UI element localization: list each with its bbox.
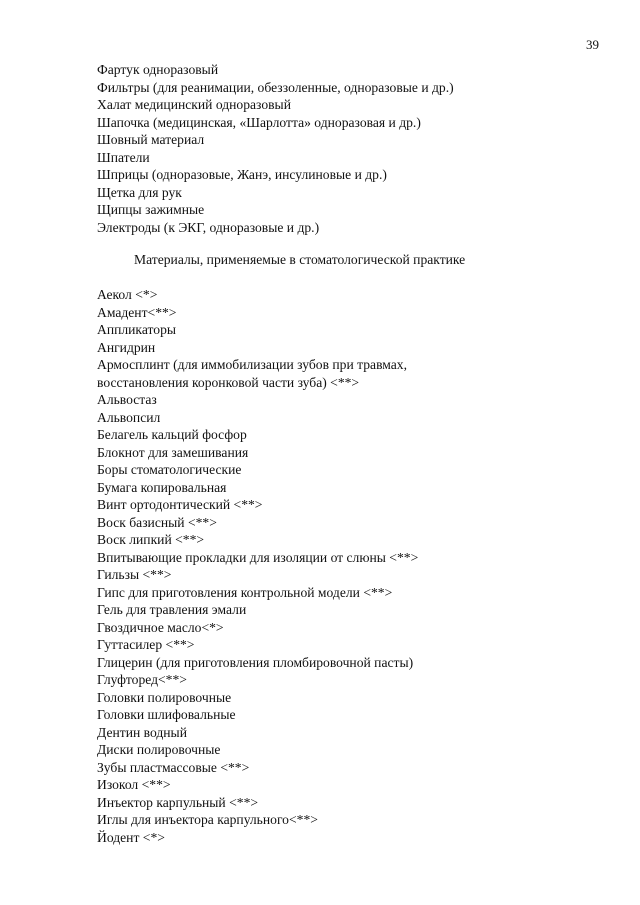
list-item: Аекол <*> [97, 287, 158, 302]
list-item: Альвопсил [97, 409, 161, 425]
list-item: Гильзы <**> [97, 567, 172, 582]
list-item: Воск базисный <**> [97, 514, 217, 530]
list-item: Шовный материал [97, 132, 205, 147]
list-item: Армосплинт (для иммобилизации зубов при травмах, восстановления коронковой части зуба) <**> [97, 357, 407, 390]
list-item: Блокнот для замешивания [97, 444, 249, 460]
page-number: 39 [586, 37, 599, 52]
supplies-list [97, 61, 454, 236]
list-item: Диски полировочные [97, 742, 221, 757]
list-item: Винт ортодонтический <**> [97, 497, 263, 512]
list-item: Впитывающие прокладки для изоляции от слюны <**> [97, 549, 419, 565]
list-item: Аппликаторы [97, 322, 176, 337]
list-item: Боры стоматологические [97, 462, 242, 477]
list-item: Гипс для приготовления контрольной модели <**> [97, 584, 393, 600]
list-item: Шапочка (медицинская, «Шарлотта» одноразовая и др.) [97, 114, 421, 130]
list-item: Ангидрин [97, 339, 156, 355]
list-item: Шпатели [97, 149, 150, 165]
list-item: Глуфторед<**> [97, 672, 187, 687]
list-item: Фильтры (для реанимации, обеззоленные, одноразовые и др.) [97, 79, 454, 95]
list-item: Щетка для рук [97, 184, 182, 200]
list-item: Гвоздичное масло<*> [97, 619, 224, 635]
list-item: Изокол <**> [97, 777, 171, 792]
list-item: Электроды (к ЭКГ, одноразовые и др.) [97, 219, 320, 235]
list-item: Дентин водный [97, 724, 187, 740]
list-item: Шприцы (одноразовые, Жанэ, инсулиновые и др.) [97, 167, 387, 182]
list-item: Глицерин (для приготовления пломбировочной пасты) [97, 654, 414, 670]
section-heading: Материалы, применяемые в стоматологической практике [134, 252, 466, 267]
list-item: Головки шлифовальные [97, 707, 236, 722]
list-item: Альвостаз [97, 392, 157, 407]
list-item: Фартук одноразовый [97, 62, 219, 77]
list-item: Воск липкий <**> [97, 532, 205, 547]
list-item: Гуттасилер <**> [97, 637, 195, 652]
list-item: Бумага копировальная [97, 479, 227, 495]
list-item: Щипцы зажимные [97, 202, 205, 217]
list-item: Гель для травления эмали [97, 602, 247, 617]
list-item: Йодент <*> [97, 829, 165, 845]
list-item: Халат медицинский одноразовый [97, 97, 291, 112]
list-item: Иглы для инъектора карпульного<**> [97, 812, 318, 827]
list-item: Головки полировочные [97, 689, 232, 705]
list-item: Белагель кальций фосфор [97, 427, 247, 442]
list-item: Амадент<**> [97, 304, 177, 320]
list-item: Зубы пластмассовые <**> [97, 759, 250, 775]
dental-materials-list [97, 286, 457, 846]
list-item: Инъектор карпульный <**> [97, 794, 259, 810]
